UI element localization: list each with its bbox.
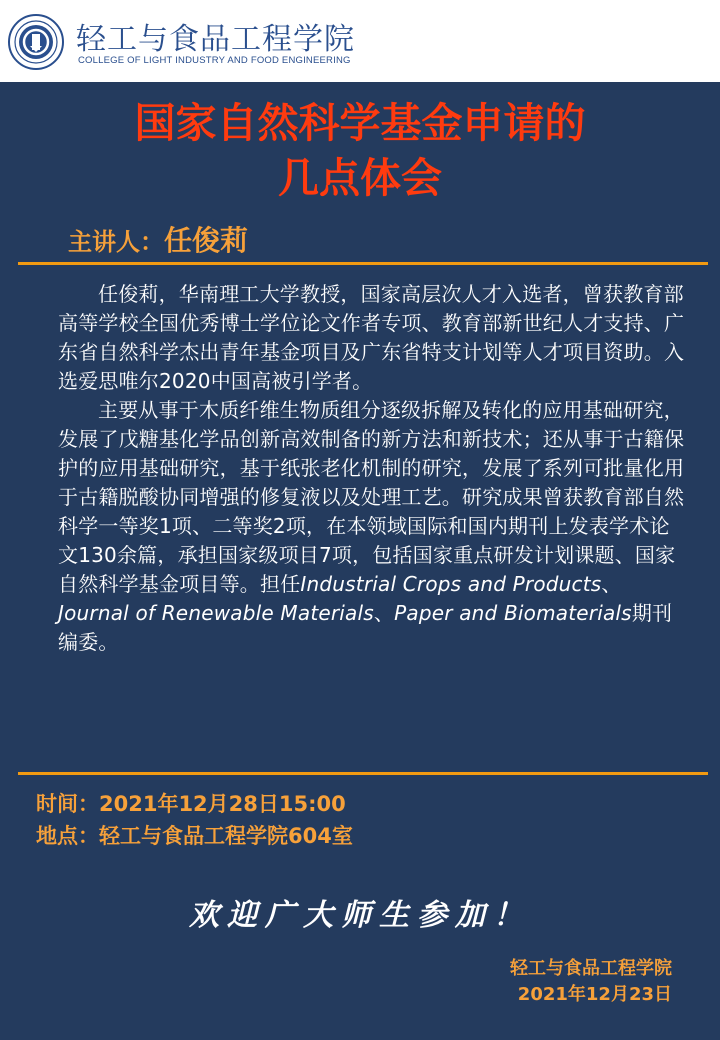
speaker-bio	[58, 280, 686, 657]
school-name-cn: 轻工与食品工程学院	[76, 22, 355, 57]
university-seal-icon	[8, 14, 64, 70]
welcome-message: 欢迎广大师生参加！	[189, 898, 531, 933]
journal-1: Industrial Crops and Products	[300, 572, 602, 596]
bio-paragraph-2-text: 主要从事于木质纤维生物质组分逐级拆解及转化的应用基础研究，发展了戊糖基化学品创新高效制备的新方法和新技术；还从事于古籍保护的应用基础研究，基于纸张老化机制的研究，发展了系列可批量化用于古籍脱酸协同增强的修复液以及处理工艺。研究成果曾获教育部自然科学一等奖1项、二等奖2项，在本领域国际和国内期刊上发表学术论文130余篇，承担国家级项目7项，包括国家重点研发计划课题、国家自然科学基金项目等。担任	[58, 398, 685, 596]
title-line-1: 国家自然科学基金申请的	[134, 99, 586, 147]
event-info	[36, 788, 353, 852]
journal-separator-1: 、	[601, 572, 622, 596]
speaker	[68, 219, 248, 259]
poster-title	[0, 96, 720, 206]
event-time: 时间：2021年12月28日15:00	[36, 792, 346, 816]
signature-date: 2021年12月23日	[517, 984, 672, 1005]
journal-separator-2: 、	[373, 601, 395, 625]
header	[0, 0, 720, 82]
poster-body	[0, 82, 720, 1040]
divider-top	[18, 262, 708, 265]
bio-paragraph-2-end: 期刊编委。	[58, 601, 673, 654]
signature	[510, 956, 672, 1008]
title-line-2: 几点体会	[278, 154, 442, 202]
bio-paragraph-1: 任俊莉，华南理工大学教授，国家高层次人才入选者，曾获教育部高等学校全国优秀博士学位论文作者专项、教育部新世纪人才支持、广东省自然科学杰出青年基金项目及广东省特支计划等人才项目资助。入选爱思唯尔2020中国高被引学者。	[58, 282, 685, 393]
school-name-en: COLLEGE OF LIGHT INDUSTRY AND FOOD ENGINEERING	[78, 55, 351, 66]
bio-paragraph-2	[58, 396, 686, 657]
speaker-name: 任俊莉	[164, 224, 249, 257]
speaker-label: 主讲人：	[68, 228, 164, 256]
journal-2: Journal of Renewable Materials	[58, 601, 374, 625]
divider-bottom	[18, 772, 708, 775]
signature-org: 轻工与食品工程学院	[510, 958, 672, 979]
event-place: 地点：轻工与食品工程学院604室	[36, 824, 353, 848]
journal-3: Paper and Biomaterials	[394, 601, 632, 625]
